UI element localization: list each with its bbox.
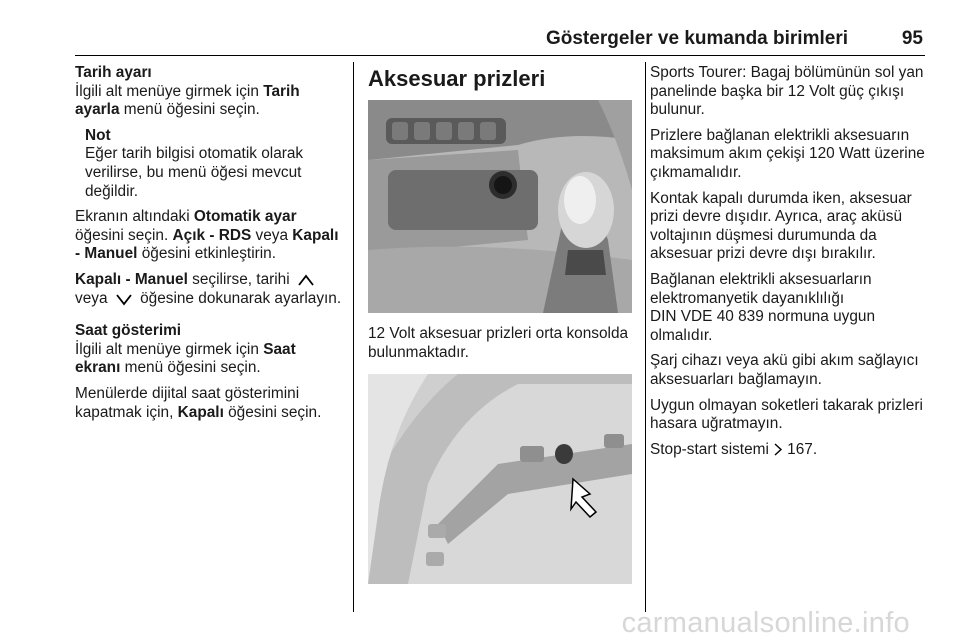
date-heading: Tarih ayarı <box>75 64 152 81</box>
page-header-title: Göstergeler ve kumanda birimleri <box>545 28 848 49</box>
note-block <box>85 127 345 201</box>
chevron-up-icon <box>297 273 315 287</box>
paragraph-sockets: Uygun olmayan soketleri takarak prizleri hasara uğratmayın. <box>650 396 923 433</box>
header-rule <box>75 55 925 56</box>
paragraph-max-current: Prizlere bağlanan elektrikli aksesuarın maksimum akım çekişi 120 Watt üzerine çıkmamalıdır. <box>650 126 925 181</box>
middle-column <box>368 66 633 584</box>
note-text: Eğer tarih bilgisi otomatik olarak verilirse, bu menü öğesi mevcut değildir. <box>85 145 304 200</box>
page-number: 95 <box>901 28 923 49</box>
watermark: carmanualsonline.info <box>621 607 910 639</box>
page-reference-icon <box>773 443 783 456</box>
clock-paragraph-1: İlgili alt menüye girmek için Saat ekranı menü öğesini seçin. <box>75 340 296 377</box>
right-column <box>650 64 935 466</box>
auto-setting-paragraph: Ekranın altındaki Otomatik ayar öğesini seçin. Açık - RDS veya Kapalı - Manuel öğesini etkinleştirin. <box>75 208 339 263</box>
photo-caption: 12 Volt aksesuar prizleri orta konsolda bulunmaktadır. <box>368 325 629 361</box>
chevron-down-icon <box>115 292 133 306</box>
column-separator-left <box>353 62 354 612</box>
section-title: Aksesuar prizleri <box>368 66 546 91</box>
note-title: Not <box>85 126 111 144</box>
paragraph-emc: Bağlanan elektrikli aksesuarların elektromanyetik dayanıklılığı DIN VDE 40 839 normuna uygun olmalıdır. <box>650 270 876 344</box>
clock-heading: Saat gösterimi <box>75 322 182 340</box>
trunk-socket-photo <box>368 374 632 584</box>
left-column <box>75 64 345 429</box>
clock-paragraph-2: Menülerde dijital saat gösterimini kapatmak için, Kapalı öğesini seçin. <box>75 384 322 421</box>
paragraph-sports-tourer: Sports Tourer: Bagaj bölümünün sol yan panelinde başka bir 12 Volt güç çıkışı bulunur. <box>650 64 924 119</box>
manual-setting-paragraph: Kapalı - Manuel seçilirse, tarihi veya öğesine dokunarak ayarlayın. <box>75 270 342 307</box>
paragraph-ignition-off: Kontak kapalı durumda iken, aksesuar prizi devre dışıdır. Ayrıca, araç aküsü voltajının düşmesi durumunda da aksesuar prizi devre dışı bırakılır. <box>650 189 912 263</box>
paragraph-current-sources: Şarj cihazı veya akü gibi akım sağlayıcı aksesuarları bağlamayın. <box>650 352 919 388</box>
console-socket-photo <box>368 100 632 313</box>
paragraph-stop-start: Stop-start sistemi 167. <box>650 440 818 458</box>
column-separator-right <box>645 62 646 612</box>
date-paragraph: İlgili alt menüye girmek için Tarih ayarla menü öğesini seçin. <box>75 82 300 119</box>
